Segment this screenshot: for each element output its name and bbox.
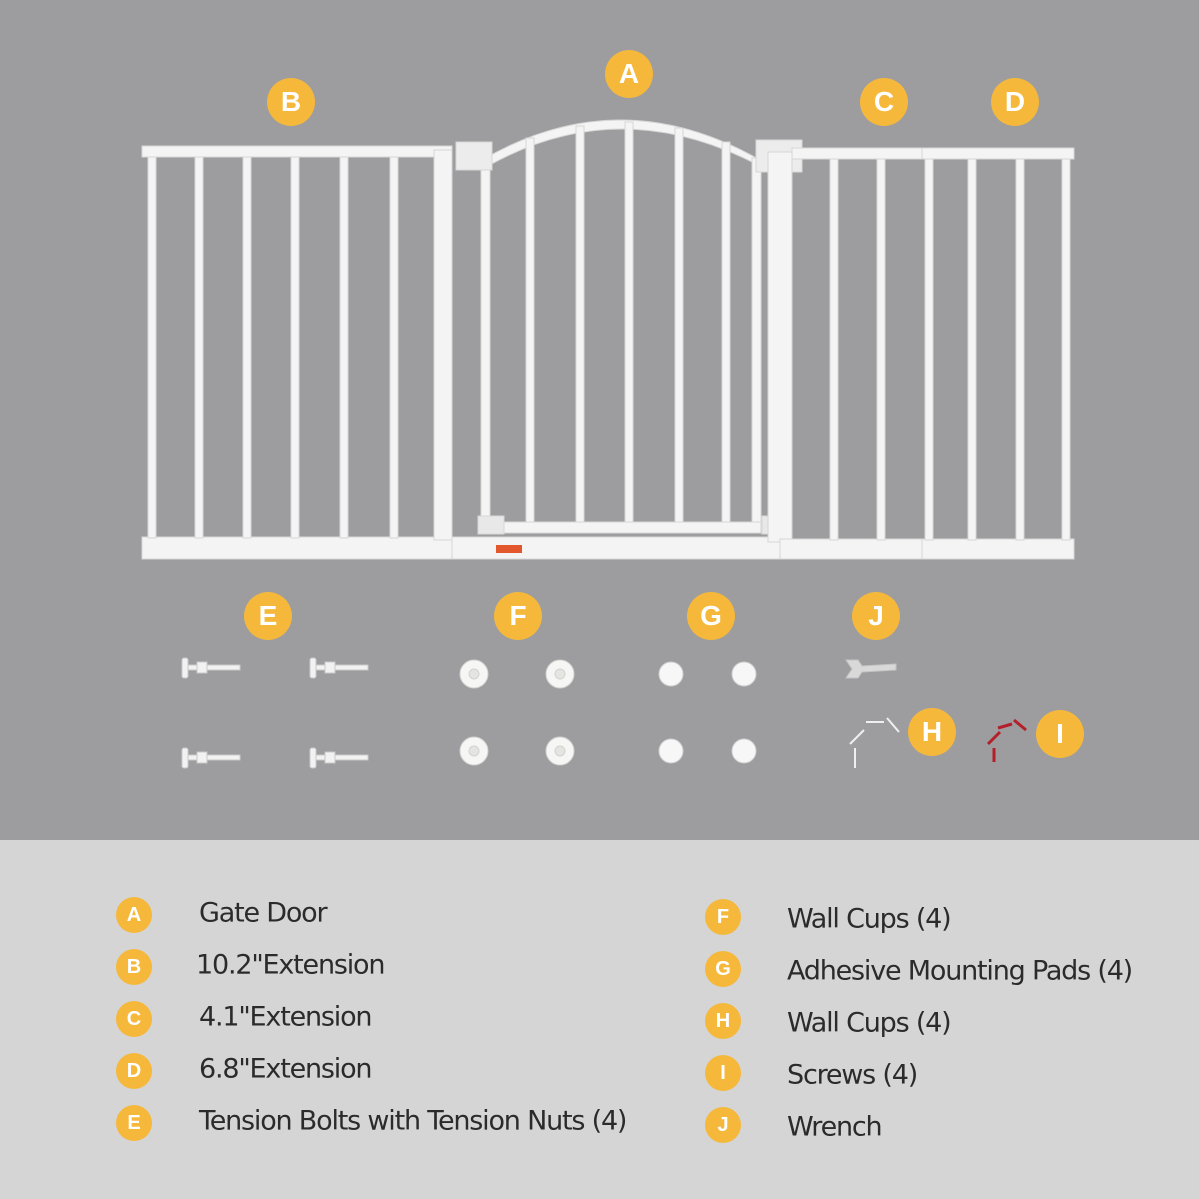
legend-label: Wall Cups (4) bbox=[787, 1007, 951, 1039]
legend-badge: A bbox=[116, 897, 152, 933]
legend-label: 6.8"Extension bbox=[199, 1053, 372, 1085]
badge-i: I bbox=[1036, 710, 1084, 758]
legend-badge: C bbox=[116, 1001, 152, 1037]
legend-badge: D bbox=[116, 1053, 152, 1089]
badge-a: A bbox=[605, 50, 653, 98]
extension-4-1-inch bbox=[780, 148, 922, 559]
legend-badge: G bbox=[705, 951, 741, 987]
legend-badge: B bbox=[116, 949, 152, 985]
legend-label: 4.1"Extension bbox=[199, 1001, 372, 1033]
badge-b: B bbox=[267, 78, 315, 126]
adhesive-mounting-pads bbox=[659, 662, 756, 763]
legend-label: Adhesive Mounting Pads (4) bbox=[787, 955, 1133, 987]
badge-h: H bbox=[908, 708, 956, 756]
extension-6-8-inch bbox=[922, 148, 1074, 559]
legend-label: Wrench bbox=[787, 1111, 882, 1143]
legend-label: Gate Door bbox=[199, 897, 327, 929]
legend-badge: E bbox=[116, 1105, 152, 1141]
legend-badge: F bbox=[705, 899, 741, 935]
badge-e: E bbox=[244, 592, 292, 640]
legend-badge: J bbox=[705, 1107, 741, 1143]
badge-d: D bbox=[991, 78, 1039, 126]
tension-bolts bbox=[182, 658, 368, 768]
legend-label: Wall Cups (4) bbox=[787, 903, 951, 935]
wall-cup-screws bbox=[850, 718, 899, 768]
extension-10-2-inch bbox=[142, 146, 452, 559]
badge-c: C bbox=[860, 78, 908, 126]
legend-badge: I bbox=[705, 1055, 741, 1091]
legend-area bbox=[0, 840, 1199, 1199]
legend-badge: H bbox=[705, 1003, 741, 1039]
gate-door bbox=[452, 120, 802, 559]
badge-j: J bbox=[852, 592, 900, 640]
badge-f: F bbox=[494, 592, 542, 640]
badge-g: G bbox=[687, 592, 735, 640]
wall-cups bbox=[460, 660, 574, 765]
wrench bbox=[846, 660, 896, 678]
legend-label: Tension Bolts with Tension Nuts (4) bbox=[199, 1105, 627, 1137]
legend-label: 10.2"Extension bbox=[196, 949, 385, 981]
screws bbox=[988, 720, 1026, 762]
legend-label: Screws (4) bbox=[787, 1059, 918, 1091]
